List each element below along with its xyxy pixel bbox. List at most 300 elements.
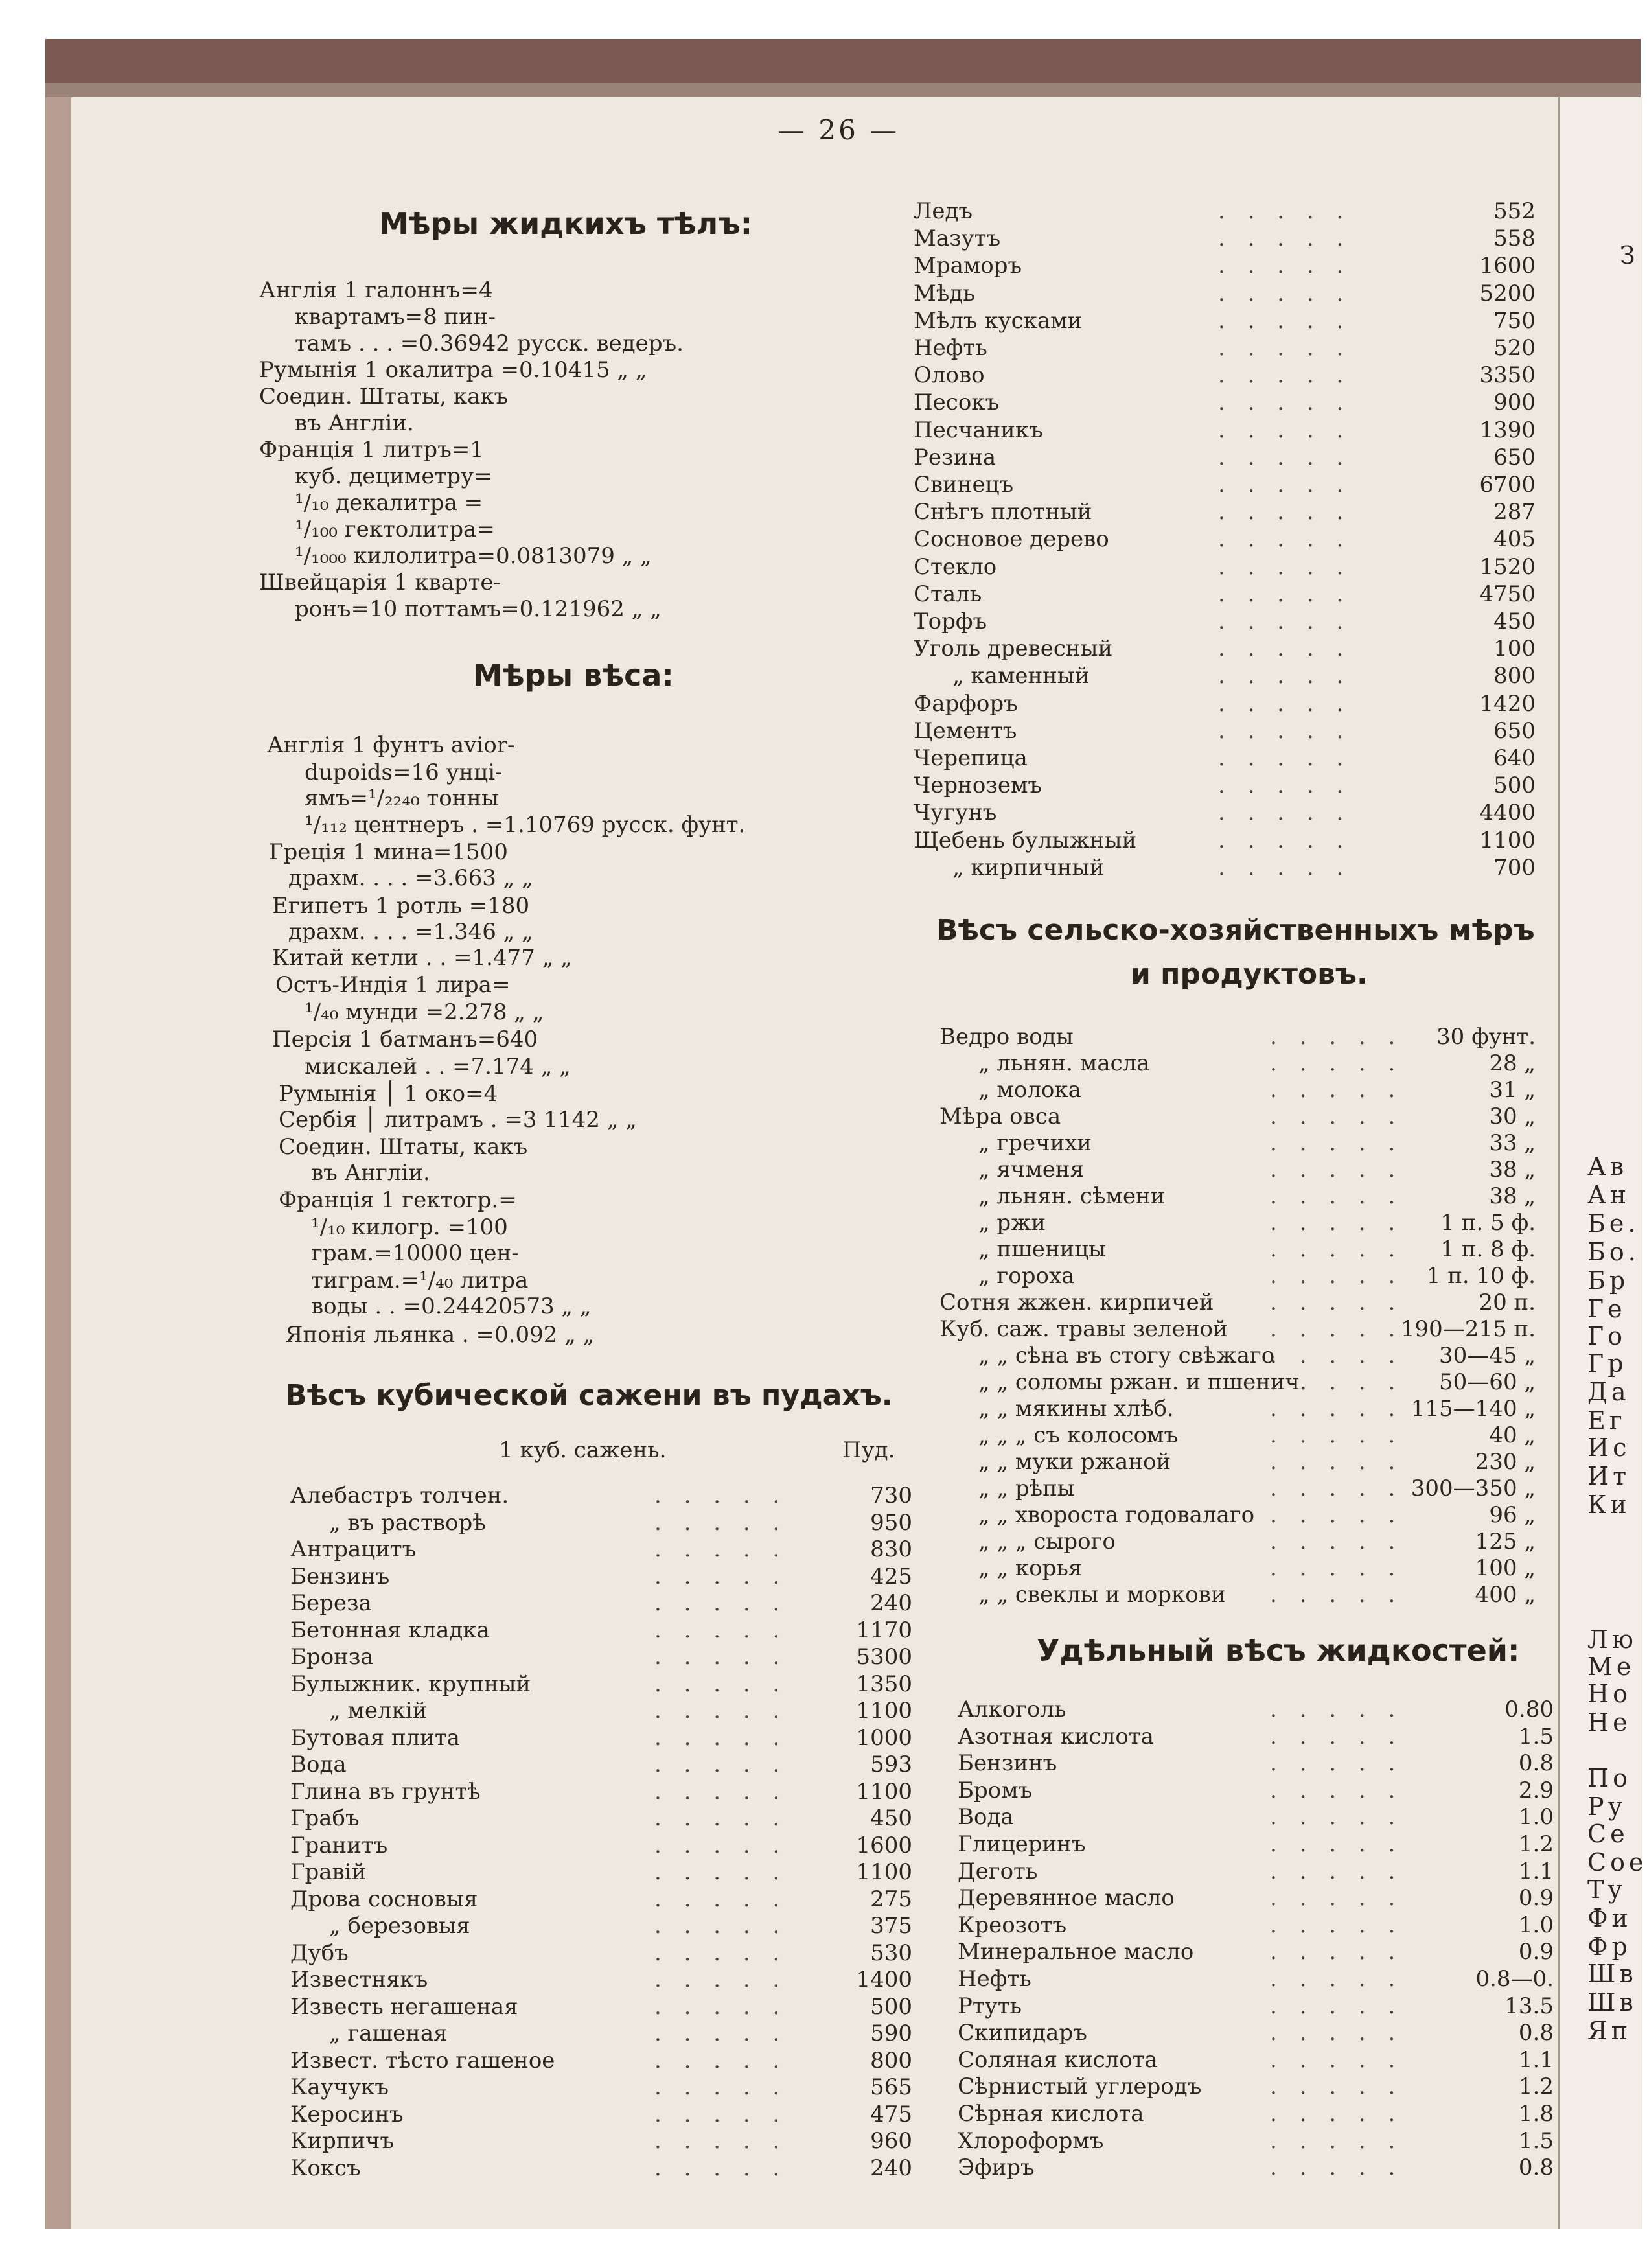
agri-heading-line1: Вѣсъ сельско-хозяйственныхъ мѣръ [936, 914, 1535, 947]
cubic-row-leader: . . . . . [1218, 581, 1352, 607]
agri-row-name: „ „ мякины хлѣб. [978, 1396, 1174, 1422]
cubic-row-leader: . . . . . [1218, 362, 1352, 389]
neighbor-line: Шв [1587, 1960, 1637, 1988]
sg-row-name: Деревянное масло [958, 1885, 1175, 1912]
neighbor-line: Ту [1587, 1875, 1626, 1904]
cubic-row-leader: . . . . . [654, 1778, 788, 1805]
cubic-row-name: Бетонная кладка [290, 1617, 490, 1643]
cubic-row-name: Извест. тѣсто гашеное [290, 2047, 555, 2074]
page-left-edge [45, 97, 71, 2229]
cubic-row-name: Бронза [290, 1644, 374, 1670]
cubic-row-leader: . . . . . [654, 1590, 788, 1616]
agri-row-name: „ молока [978, 1077, 1081, 1103]
sg-row-name: Скипидаръ [958, 2020, 1087, 2046]
cubic-row-name: Кирпичъ [290, 2128, 395, 2154]
neighbor-line: Лю [1587, 1625, 1637, 1654]
agri-row-name: „ ячменя [978, 1157, 1085, 1183]
cubic-row-value: 830 [870, 1536, 912, 1562]
cubic-row-name: Грабъ [290, 1805, 360, 1831]
cubic-row-value: 1600 [856, 1832, 912, 1858]
weights-line: драхм. . . . =3.663 „ „ [288, 865, 533, 891]
liquids-line: ¹/₁₀₀₀ килолитра=0.0813079 „ „ [295, 543, 652, 569]
agri-row-value: 300—350 „ [1411, 1475, 1536, 1501]
cubic-row-leader: . . . . . [654, 1563, 788, 1590]
agri-row-name: „ льнян. масла [978, 1050, 1150, 1076]
agri-row-name: Куб. саж. травы зеленой [939, 1316, 1228, 1342]
agri-row-leader: . . . . . [1270, 1024, 1403, 1050]
cubic-row-name: Гравій [290, 1859, 367, 1885]
weights-line: Остъ-Индія 1 лира= [275, 972, 511, 998]
weights-line: грам.=10000 цен- [311, 1240, 519, 1266]
agri-row-name: „ „ хвороста годовалаго [978, 1502, 1255, 1528]
agri-row-value: 1 п. 8 ф. [1440, 1236, 1536, 1262]
cubic-row-leader: . . . . . [654, 1671, 788, 1697]
sg-row-name: Алкоголь [958, 1696, 1066, 1722]
cubic-row-value: 552 [1493, 198, 1536, 224]
cubic-row-value: 750 [1493, 307, 1536, 334]
agri-row-name: Ведро воды [939, 1024, 1074, 1050]
cubic-row-leader: . . . . . [1218, 663, 1352, 689]
cubic-row-leader: . . . . . [1218, 198, 1352, 224]
agri-row-value: 38 „ [1489, 1157, 1536, 1183]
sg-row-value: 1.5 [1518, 1723, 1554, 1750]
cubic-row-leader: . . . . . [654, 1724, 788, 1751]
sg-row-name: Креозотъ [958, 1912, 1067, 1938]
cubic-row-leader: . . . . . [654, 2074, 788, 2100]
liquids-line: Румынія 1 окалитра =0.10415 „ „ [259, 357, 647, 383]
sg-row-leader: . . . . . [1270, 1696, 1403, 1722]
cubic-row-name: Бензинъ [290, 1563, 390, 1590]
neighbor-line: Не [1587, 1708, 1631, 1737]
liquids-line: Англія 1 галоннъ=4 [259, 277, 493, 303]
cubic-row-value: 4750 [1479, 581, 1536, 607]
agri-row-value: 50—60 „ [1439, 1369, 1536, 1395]
agri-row-name: „ „ муки ржаной [978, 1449, 1171, 1475]
cubic-row-value: 558 [1493, 226, 1536, 252]
cubic-row-value: 800 [1493, 663, 1536, 689]
agri-row-name: „ „ рѣпы [978, 1475, 1075, 1501]
agri-row-value: 230 „ [1475, 1449, 1536, 1475]
agri-row-value: 100 „ [1475, 1555, 1536, 1581]
agri-row-leader: . . . . . [1270, 1343, 1403, 1369]
cubic-row-value: 1600 [1479, 253, 1536, 279]
cubic-row-value: 1170 [856, 1617, 912, 1643]
neighbor-line: Ит [1587, 1462, 1631, 1490]
cubic-row-name: Известь негашеная [290, 1993, 518, 2020]
cubic-row-value: 640 [1493, 745, 1536, 771]
sg-row-value: 1.0 [1518, 1912, 1554, 1938]
cubic-row-value: 1100 [856, 1778, 912, 1805]
weights-line: Румынія │ 1 око=4 [279, 1081, 498, 1107]
cubic-row-value: 700 [1493, 854, 1536, 881]
sg-row-value: 13.5 [1504, 1993, 1554, 2019]
cubic-row-name: Черепица [914, 745, 1028, 771]
weights-line: воды . . =0.24420573 „ „ [311, 1293, 592, 1319]
liquids-heading: Мѣры жидкихъ тѣлъ: [379, 206, 753, 241]
cubic-row-value: 530 [870, 1939, 912, 1966]
sg-row-leader: . . . . . [1270, 1804, 1403, 1831]
cubic-row-leader: . . . . . [654, 1832, 788, 1858]
cubic-row-value: 500 [1493, 772, 1536, 799]
liquids-line: тамъ . . . =0.36942 русск. ведеръ. [295, 330, 684, 356]
cubic-row-value: 450 [1493, 608, 1536, 634]
cubic-row-value: 950 [870, 1509, 912, 1536]
agri-row-value: 30 „ [1489, 1104, 1536, 1129]
cubic-row-leader: . . . . . [1218, 472, 1352, 498]
weights-line: Японія льянка . =0.092 „ „ [285, 1322, 595, 1348]
agri-row-value: 1 п. 5 ф. [1440, 1210, 1536, 1236]
cubic-row-value: 1100 [1479, 827, 1536, 853]
neighbor-line: По [1587, 1764, 1632, 1792]
cubic-heading: Вѣсъ кубической сажени въ пудахъ. [285, 1379, 893, 1412]
sg-row-name: Азотная кислота [958, 1723, 1154, 1750]
sg-row-value: 0.8 [1518, 1750, 1554, 1777]
neighbor-line: Да [1587, 1378, 1630, 1406]
agri-row-leader: . . . . . [1270, 1529, 1403, 1555]
cubic-row-name: Дрова сосновыя [290, 1886, 478, 1912]
cubic-row-value: 1000 [856, 1724, 912, 1751]
cubic-row-name: Стекло [914, 553, 997, 580]
sg-row-leader: . . . . . [1270, 1912, 1403, 1938]
agri-row-name: „ ржи [978, 1210, 1046, 1236]
cubic-row-name: Нефть [914, 335, 987, 361]
sg-row-value: 1.1 [1518, 2046, 1554, 2073]
agri-row-leader: . . . . . [1270, 1263, 1403, 1289]
cubic-row-name: Бутовая плита [290, 1724, 460, 1751]
liquids-line: квартамъ=8 пин- [295, 304, 496, 330]
cubic-row-leader: . . . . . [654, 2047, 788, 2074]
weights-line: Соедин. Штаты, какъ [279, 1134, 528, 1160]
cubic-row-name: Алебастръ толчен. [290, 1483, 509, 1509]
sg-heading: Удѣльный вѣсъ жидкостей: [1037, 1633, 1520, 1668]
agri-row-leader: . . . . . [1270, 1290, 1403, 1315]
cubic-row-name: Булыжник. крупный [290, 1671, 531, 1697]
sg-row-leader: . . . . . [1270, 2101, 1403, 2127]
agri-row-leader: . . . . . [1270, 1183, 1403, 1209]
cubic-row-name: Антрацитъ [290, 1536, 417, 1562]
liquids-line: Швейцарія 1 кварте- [259, 570, 501, 596]
sg-row-name: Минеральное масло [958, 1939, 1194, 1965]
cubic-row-value: 1100 [856, 1859, 912, 1885]
weights-line: Египетъ 1 ротль =180 [272, 893, 530, 919]
cubic-row-value: 1390 [1479, 417, 1536, 443]
cubic-row-value: 800 [870, 2047, 912, 2074]
sg-row-name: Вода [958, 1804, 1014, 1831]
cubic-row-leader: . . . . . [654, 1913, 788, 1939]
cubic-row-value: 1520 [1479, 553, 1536, 580]
sg-row-leader: . . . . . [1270, 1777, 1403, 1803]
sg-row-leader: . . . . . [1270, 2074, 1403, 2100]
cubic-row-leader: . . . . . [1218, 553, 1352, 580]
weights-line: мискалей . . =7.174 „ „ [305, 1054, 571, 1080]
cubic-row-leader: . . . . . [1218, 745, 1352, 771]
neighbor-line: Фи [1587, 1904, 1632, 1932]
agri-row-leader: . . . . . [1270, 1316, 1403, 1342]
weights-line: ¹/₁₀ килогр. =100 [311, 1214, 508, 1240]
agri-row-name: Сотня жжен. кирпичей [939, 1290, 1214, 1315]
sg-row-leader: . . . . . [1270, 1939, 1403, 1965]
liquids-line: ¹/₁₀₀ гектолитра= [295, 516, 495, 542]
cubic-row-value: 1420 [1479, 690, 1536, 717]
agri-row-name: „ „ „ сырого [978, 1529, 1116, 1555]
sg-row-leader: . . . . . [1270, 2046, 1403, 2073]
sg-row-name: Бромъ [958, 1777, 1033, 1803]
cubic-row-name: Сталь [914, 581, 982, 607]
sg-row-value: 1.5 [1518, 2127, 1554, 2154]
sg-row-value: 1.8 [1518, 2101, 1554, 2127]
cubic-row-name: Глина въ грунтѣ [290, 1778, 481, 1805]
neighbor-line: Ег [1587, 1406, 1626, 1435]
cubic-row-leader: . . . . . [1218, 690, 1352, 717]
sg-row-value: 1.0 [1518, 1804, 1554, 1831]
sg-row-leader: . . . . . [1270, 1966, 1403, 1992]
cubic-row-value: 240 [870, 2155, 912, 2181]
cubic-row-name: „ мелкій [329, 1698, 428, 1724]
sg-row-leader: . . . . . [1270, 1885, 1403, 1912]
cubic-row-name: Ледъ [914, 198, 973, 224]
cubic-row-name: Коксъ [290, 2155, 361, 2181]
neighbor-line: Ки [1587, 1490, 1631, 1519]
cubic-row-leader: . . . . . [654, 1617, 788, 1643]
agri-row-name: „ пшеницы [978, 1236, 1107, 1262]
cubic-row-leader: . . . . . [1218, 417, 1352, 443]
agri-row-leader: . . . . . [1270, 1210, 1403, 1236]
cubic-row-leader: . . . . . [654, 1967, 788, 1993]
sg-row-name: Деготь [958, 1858, 1038, 1884]
cubic-row-value: 650 [1493, 717, 1536, 744]
agri-row-value: 30 фунт. [1436, 1024, 1536, 1050]
cubic-row-value: 650 [1493, 444, 1536, 470]
cubic-row-name: Черноземъ [914, 772, 1042, 799]
agri-row-leader: . . . . . [1270, 1449, 1403, 1475]
cubic-row-leader: . . . . . [1218, 772, 1352, 799]
cubic-row-name: Цементъ [914, 717, 1017, 744]
sg-row-leader: . . . . . [1270, 2155, 1403, 2181]
cubic-row-leader: . . . . . [654, 1859, 788, 1885]
sg-row-value: 1.2 [1518, 1831, 1554, 1857]
agri-row-name: „ „ свеклы и моркови [978, 1582, 1226, 1608]
weights-line: Англія 1 фунтъ avior- [267, 732, 515, 758]
cubic-row-value: 4400 [1479, 800, 1536, 826]
cubic-row-value: 425 [870, 1563, 912, 1590]
sg-row-leader: . . . . . [1270, 1831, 1403, 1857]
sg-row-name: Сѣрная кислота [958, 2101, 1144, 2127]
liquids-line: Франція 1 литръ=1 [259, 437, 484, 463]
neighbor-top-char: З [1620, 241, 1639, 270]
cubic-row-name: Мазутъ [914, 226, 1001, 252]
agri-row-leader: . . . . . [1270, 1555, 1403, 1581]
agri-row-value: 400 „ [1475, 1582, 1536, 1608]
cubic-row-name: „ гашеная [329, 2020, 448, 2046]
agri-row-leader: . . . . . [1270, 1502, 1403, 1528]
cubic-row-value: 405 [1493, 526, 1536, 553]
cubic-row-name: Песчаникъ [914, 417, 1043, 443]
sg-row-value: 0.8 [1518, 2155, 1554, 2181]
cubic-row-value: 450 [870, 1805, 912, 1831]
agri-row-leader: . . . . . [1270, 1582, 1403, 1608]
agri-row-value: 28 „ [1489, 1050, 1536, 1076]
cubic-row-name: Мраморъ [914, 253, 1022, 279]
cubic-row-leader: . . . . . [654, 1886, 788, 1912]
cubic-row-leader: . . . . . [1218, 827, 1352, 853]
cubic-row-leader: . . . . . [654, 1752, 788, 1777]
cubic-row-name: Береза [290, 1590, 372, 1616]
neighbor-line: Бр [1587, 1266, 1630, 1295]
cubic-row-leader: . . . . . [654, 1509, 788, 1536]
cubic-row-value: 287 [1493, 499, 1536, 526]
agri-row-name: „ „ соломы ржан. и пшенич. [978, 1369, 1307, 1395]
cubic-row-name: Резина [914, 444, 996, 470]
sg-row-value: 0.9 [1518, 1885, 1554, 1912]
weights-line: драхм. . . . =1.346 „ „ [288, 919, 533, 945]
cubic-row-leader: . . . . . [654, 1805, 788, 1831]
agri-row-value: 96 „ [1489, 1502, 1536, 1528]
sg-row-name: Ртуть [958, 1993, 1022, 2019]
sg-row-leader: . . . . . [1270, 1723, 1403, 1750]
cubic-row-value: 5200 [1479, 280, 1536, 307]
cubic-row-leader: . . . . . [1218, 499, 1352, 526]
agri-row-value: 30—45 „ [1439, 1343, 1536, 1369]
sg-row-leader: . . . . . [1270, 1993, 1403, 2019]
liquids-line: въ Англіи. [295, 410, 414, 436]
neighbor-line: Шв [1587, 1988, 1637, 2017]
sg-row-value: 0.80 [1504, 1696, 1554, 1722]
neighbor-line: Яп [1587, 2017, 1632, 2045]
agri-row-leader: . . . . . [1270, 1157, 1403, 1183]
cubic-row-value: 500 [870, 1993, 912, 2020]
cubic-row-leader: . . . . . [654, 2155, 788, 2181]
cubic-row-name: Торфъ [914, 608, 987, 634]
book-cover-edge [45, 39, 1641, 83]
weights-line: dupoids=16 унці- [305, 759, 503, 785]
liquids-line: куб. дециметру= [295, 463, 492, 489]
neighbor-line: Ав [1587, 1152, 1628, 1181]
cubic-row-name: Фарфоръ [914, 690, 1018, 717]
sg-row-value: 2.9 [1518, 1777, 1554, 1803]
sg-row-name: Хлороформъ [958, 2127, 1104, 2154]
cubic-row-value: 730 [870, 1483, 912, 1509]
sg-row-name: Соляная кислота [958, 2046, 1158, 2073]
liquids-line: ронъ=10 поттамъ=0.121962 „ „ [295, 596, 662, 622]
neighbor-line: Го [1587, 1322, 1627, 1350]
agri-row-leader: . . . . . [1270, 1077, 1403, 1103]
sg-row-leader: . . . . . [1270, 1858, 1403, 1884]
cubic-row-value: 520 [1493, 335, 1536, 361]
agri-row-name: „ гороха [978, 1263, 1075, 1289]
cubic-row-leader: . . . . . [654, 1644, 788, 1670]
sg-row-name: Нефть [958, 1966, 1031, 1992]
sg-row-value: 0.9 [1518, 1939, 1554, 1965]
cubic-row-name: Известнякъ [290, 1967, 428, 1993]
weights-heading: Мѣры вѣса: [473, 658, 674, 693]
cubic-row-value: 590 [870, 2020, 912, 2046]
agri-row-value: 33 „ [1489, 1130, 1536, 1156]
agri-row-value: 31 „ [1489, 1077, 1536, 1103]
neighbor-line: Сое [1587, 1848, 1647, 1877]
cubic-row-leader: . . . . . [1218, 608, 1352, 634]
cubic-row-leader: . . . . . [654, 1483, 788, 1509]
cubic-row-name: „ кирпичный [952, 854, 1105, 881]
cubic-row-name: Мѣдь [914, 280, 975, 307]
agri-row-leader: . . . . . [1270, 1369, 1403, 1395]
neighbor-line: Гр [1587, 1349, 1628, 1378]
cubic-row-value: 240 [870, 1590, 912, 1616]
cubic-row-name: Гранитъ [290, 1832, 388, 1858]
cubic-row-name: Чугунъ [914, 800, 997, 826]
cubic-row-leader: . . . . . [654, 1939, 788, 1966]
cubic-row-leader: . . . . . [654, 1536, 788, 1562]
agri-row-leader: . . . . . [1270, 1050, 1403, 1076]
cubic-row-name: Снѣгъ плотный [914, 499, 1092, 526]
agri-row-name: „ „ корья [978, 1555, 1083, 1581]
neighbor-line: Ме [1587, 1652, 1635, 1681]
page-number: — 26 — [777, 114, 900, 146]
sg-row-leader: . . . . . [1270, 1750, 1403, 1777]
cubic-row-leader: . . . . . [654, 2101, 788, 2127]
cubic-row-name: Каучукъ [290, 2074, 389, 2100]
agri-heading-line2: и продуктовъ. [1131, 958, 1368, 991]
weights-line: Франція 1 гектогр.= [279, 1187, 517, 1213]
cubic-row-leader: . . . . . [654, 2128, 788, 2154]
cubic-row-name: Уголь древесный [914, 636, 1113, 662]
agri-row-name: „ льнян. сѣмени [978, 1183, 1166, 1209]
cubic-row-value: 1350 [856, 1671, 912, 1697]
sg-row-name: Бензинъ [958, 1750, 1057, 1777]
cubic-row-value: 475 [870, 2101, 912, 2127]
cubic-row-value: 6700 [1479, 472, 1536, 498]
cubic-row-leader: . . . . . [654, 1698, 788, 1724]
sg-row-value: 1.2 [1518, 2074, 1554, 2100]
agri-row-value: 40 „ [1489, 1422, 1536, 1448]
cubic-row-value: 1400 [856, 1967, 912, 1993]
cubic-row-leader: . . . . . [1218, 389, 1352, 416]
liquids-line: Соедин. Штаты, какъ [259, 384, 509, 410]
cubic-row-name: Мѣлъ кусками [914, 307, 1083, 334]
cubic-row-leader: . . . . . [1218, 280, 1352, 307]
cubic-row-leader: . . . . . [654, 2020, 788, 2046]
cubic-row-value: 3350 [1479, 362, 1536, 389]
cubic-col-head-left: 1 куб. сажень. [499, 1437, 667, 1463]
agri-row-name: „ гречихи [978, 1130, 1092, 1156]
agri-row-name: „ „ „ съ колосомъ [978, 1422, 1179, 1448]
weights-line: Сербія │ литрамъ . =3 1142 „ „ [279, 1107, 637, 1133]
neighbor-line: Бо. [1587, 1238, 1640, 1266]
cubic-row-name: Керосинъ [290, 2101, 404, 2127]
agri-row-value: 125 „ [1475, 1529, 1536, 1555]
cubic-row-name: Песокъ [914, 389, 1000, 416]
weights-line: Персія 1 батманъ=640 [272, 1026, 538, 1052]
sg-row-name: Эфиръ [958, 2155, 1035, 2181]
cubic-row-name: Свинецъ [914, 472, 1014, 498]
neighbor-line: Ан [1587, 1181, 1631, 1209]
cubic-row-value: 1100 [856, 1698, 912, 1724]
cubic-row-leader: . . . . . [1218, 253, 1352, 279]
cubic-row-value: 565 [870, 2074, 912, 2100]
cubic-row-name: Вода [290, 1752, 347, 1777]
liquids-line: ¹/₁₀ декалитра = [295, 490, 483, 516]
agri-row-leader: . . . . . [1270, 1422, 1403, 1448]
cubic-row-name: Щебень булыжный [914, 827, 1137, 853]
cubic-row-value: 900 [1493, 389, 1536, 416]
cubic-row-value: 5300 [856, 1644, 912, 1670]
cubic-row-leader: . . . . . [1218, 307, 1352, 334]
agri-row-value: 20 п. [1479, 1290, 1536, 1315]
neighbor-line: Се [1587, 1820, 1629, 1848]
cubic-row-value: 275 [870, 1886, 912, 1912]
sg-row-leader: . . . . . [1270, 2020, 1403, 2046]
cubic-row-name: „ въ растворѣ [329, 1509, 486, 1536]
cubic-row-name: Олово [914, 362, 985, 389]
